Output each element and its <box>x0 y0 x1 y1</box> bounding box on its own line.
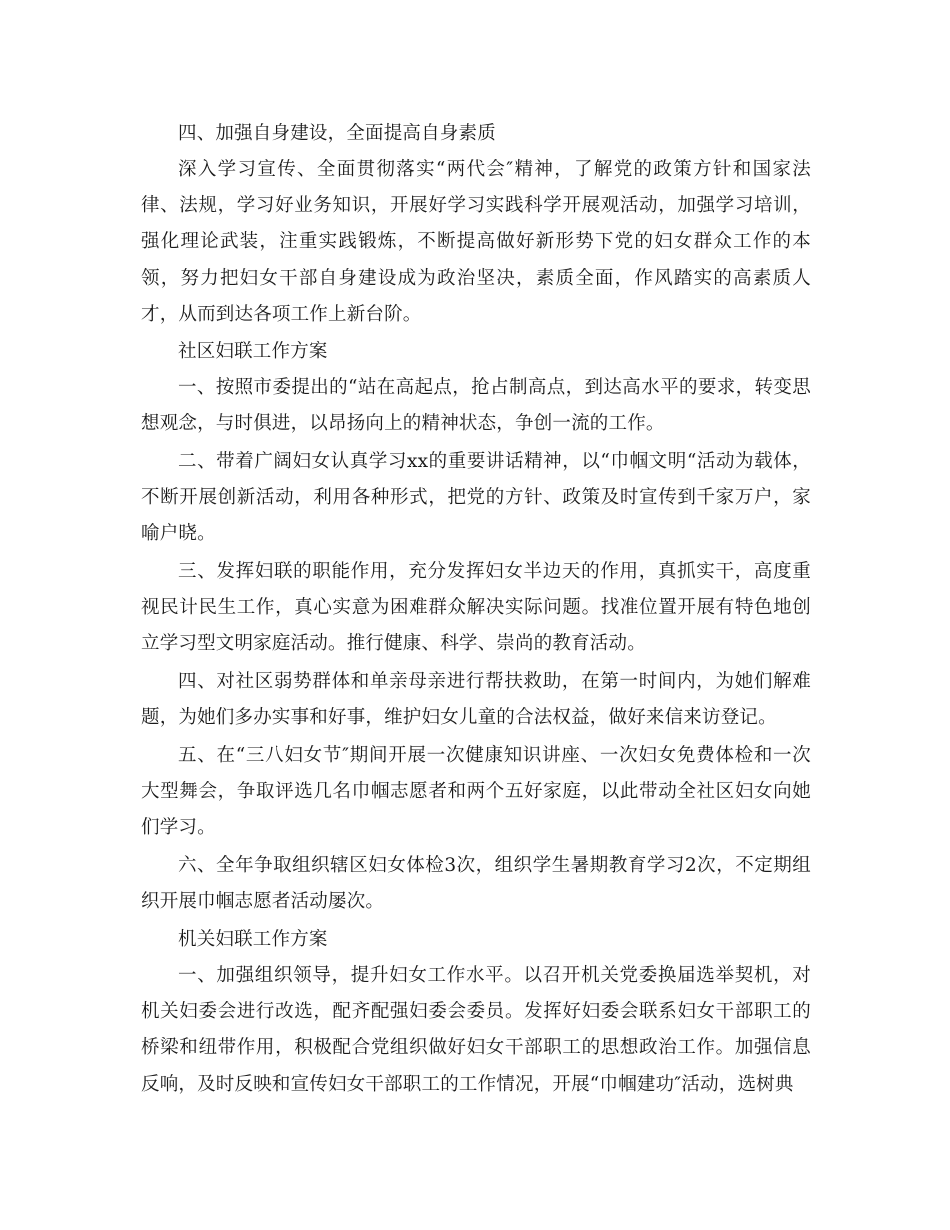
section-title-agency-plan: 机关妇联工作方案 <box>178 929 328 950</box>
paragraph-item-4: 四、对社区弱势群体和单亲母亲进行帮扶救助，在第一时间内，为她们解难题，为她们多办实事和好事，维护妇女儿童的合法权益，做好来信来访登记。 <box>141 671 811 729</box>
paragraph-item-1: 一、按照市委提出的“站在高起点，抢占制高点，到达高水平的要求，转变思想观念，与时俱进，以昂扬向上的精神状态，争创一流的工作。 <box>141 377 811 435</box>
paragraph-study: 深入学习宣传、全面贯彻落实“两代会″精神，了解党的政策方针和国家法律、法规，学习好业务知识，开展好学习实践科学开展观活动，加强学习培训，强化理论武装，注重实践锻炼，不断提高做好新形势下党的妇女群众工作的本领，努力把妇女干部自身建设成为政治坚决，素质全面，作风踏实的高素质人才，从而到达各项工作上新台阶。 <box>141 159 811 325</box>
paragraph-item-3: 三、发挥妇联的职能作用，充分发挥妇女半边天的作用，真抓实干，高度重视民计民生工作，真心实意为困难群众解决实际问题。找准位置开展有特色地创立学习型文明家庭活动。推行健康、科学、崇尚的教育活动。 <box>141 561 811 655</box>
paragraph-agency-item-1: 一、加强组织领导，提升妇女工作水平。以召开机关党委换届选举契机，对机关妇委会进行改选，配齐配强妇委会委员。发挥好妇委会联系妇女干部职工的桥梁和纽带作用，积极配合党组织做好妇女干部职工的思想政治工作。加强信息反响，及时反映和宣传妇女干部职工的工作情况，开展“巾帼建功″活动，选树典 <box>141 965 811 1095</box>
section-heading-self-building: 四、加强自身建设，全面提高自身素质 <box>178 123 496 144</box>
paragraph-item-5: 五、在“三八妇女节″期间开展一次健康知识讲座、一次妇女免费体检和一次大型舞会，争取评选几名巾帼志愿者和两个五好家庭，以此带动全社区妇女向她们学习。 <box>141 745 811 839</box>
paragraph-item-2: 二、带着广阔妇女认真学习xx的重要讲话精神，以“巾帼文明“活动为载体，不断开展创新活动，利用各种形式，把党的方针、政策及时宣传到千家万户，家喻户晓。 <box>141 451 811 545</box>
section-title-community-plan: 社区妇联工作方案 <box>178 341 328 362</box>
paragraph-item-6: 六、全年争取组织辖区妇女体检3次，组织学生暑期教育学习2次，不定期组织开展巾帼志愿者活动屡次。 <box>141 855 811 913</box>
